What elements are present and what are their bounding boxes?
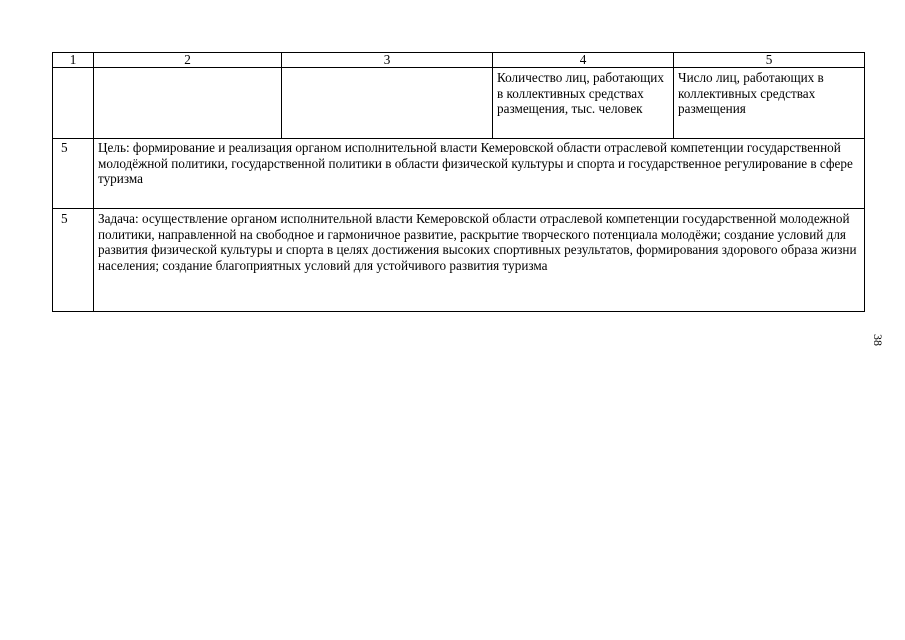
goal-text: Цель: формирование и реализация органом исполнительной власти Кемеровской области отраслевой компетенции государственной молодёжной политики, государственной политики в области физической культуры и спорта и государственное регулирование в сфере туризма <box>94 139 865 209</box>
indicator-description-row <box>53 68 865 139</box>
column-number-5: 5 <box>674 53 865 68</box>
page-number: 38 <box>871 334 885 346</box>
task-row <box>53 209 865 312</box>
goal-index: 5 <box>53 139 94 209</box>
column-number-3: 3 <box>282 53 493 68</box>
empty-cell <box>53 68 94 139</box>
column-number-2: 2 <box>94 53 282 68</box>
column-number-row <box>53 53 865 68</box>
task-index: 5 <box>53 209 94 312</box>
empty-cell <box>94 68 282 139</box>
empty-cell <box>282 68 493 139</box>
column-number-1: 1 <box>53 53 94 68</box>
indicator-name-cell: Количество лиц, работающих в коллективных средствах размещения, тыс. человек <box>493 68 674 139</box>
task-text: Задача: осуществление органом исполнительной власти Кемеровской области отраслевой компетенции государственной молодежной политики, направленной на свободное и гармоничное развитие, раскрытие творческого потенциала молодёжи; создание условий для развития физической культуры и спорта в целях достижения высоких спортивных результатов, формирования здорового образа жизни населения; создание благоприятных условий для устойчивого развития туризма <box>94 209 865 312</box>
column-number-4: 4 <box>493 53 674 68</box>
indicators-table <box>52 52 865 312</box>
goal-row <box>53 139 865 209</box>
indicator-definition-cell: Число лиц, работающих в коллективных средствах размещения <box>674 68 865 139</box>
